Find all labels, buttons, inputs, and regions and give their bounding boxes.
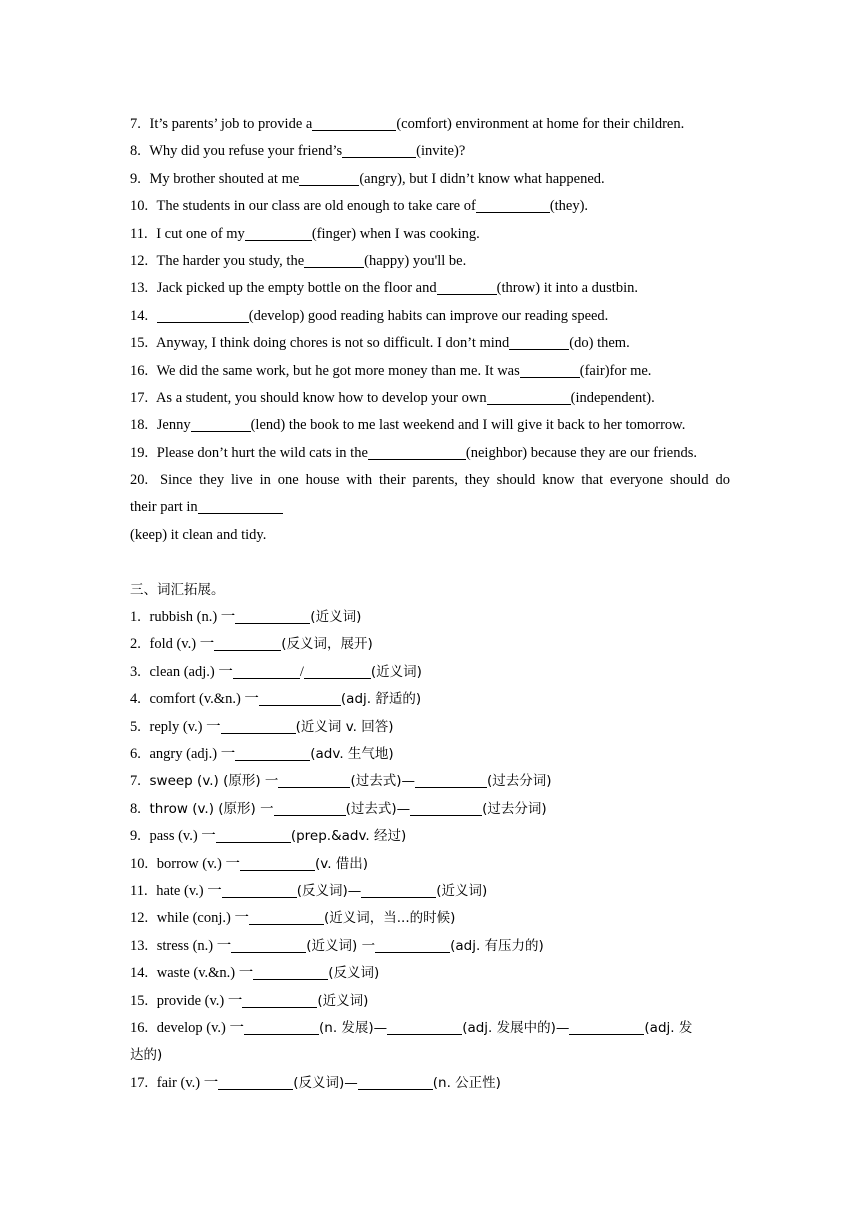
item-number: 14.	[130, 965, 149, 982]
question-text: It’s parents’ job to provide a	[149, 116, 313, 132]
answer-blank[interactable]	[157, 307, 249, 323]
answer-blank[interactable]	[342, 142, 416, 158]
vocab-hint: (近义词，当...的时候)	[323, 910, 456, 927]
question-text: Jack picked up the empty bottle on the floor and	[156, 280, 437, 297]
answer-blank[interactable]	[304, 252, 364, 268]
question-hint: (comfort) environment at home for their children.	[396, 116, 685, 132]
vocab-hint: (n. 公正性)	[432, 1074, 501, 1091]
question-hint: (do) them.	[569, 335, 630, 352]
question-number: 15.	[130, 335, 149, 352]
vocab-word: stress (n.) 一	[156, 937, 232, 954]
question-number: 12.	[130, 252, 149, 269]
vocab-word: hate (v.) 一	[156, 882, 222, 899]
vocab-item-10	[130, 851, 730, 878]
question-hint: (happy) you'll be.	[364, 252, 467, 269]
question-number: 19.	[130, 444, 149, 461]
item-number: 5.	[130, 718, 141, 735]
question-text: Please don’t hurt the wild cats in the	[156, 444, 368, 461]
question-hint: (throw) it into a dustbin.	[496, 280, 638, 297]
vocab-item-11	[130, 878, 730, 905]
answer-blank[interactable]	[253, 964, 328, 980]
vocab-hint: (近义词 v. 回答)	[295, 718, 394, 735]
vocab-hint: (adj. 有压力的)	[450, 937, 544, 954]
question-10	[130, 193, 730, 220]
vocab-hint: (n. 发展)—	[319, 1019, 388, 1036]
item-number: 16.	[130, 1019, 149, 1036]
item-number: 8.	[130, 800, 141, 817]
item-number: 10.	[130, 855, 149, 872]
answer-blank[interactable]	[387, 1019, 462, 1035]
answer-blank[interactable]	[249, 909, 324, 925]
question-text: Anyway, I think doing chores is not so difficult. I don’t mind	[155, 335, 510, 352]
item-number: 13.	[130, 937, 149, 954]
vocab-word: angry (adj.) 一	[149, 745, 236, 762]
question-text: I cut one of my	[156, 225, 245, 242]
vocab-hint: (过去分词)	[486, 773, 552, 790]
item-number: 3.	[130, 663, 141, 680]
answer-blank[interactable]	[299, 170, 359, 186]
answer-blank[interactable]	[198, 498, 283, 514]
vocab-word: sweep (v.) (原形) 一	[149, 773, 279, 790]
answer-blank[interactable]	[358, 1074, 433, 1090]
answer-blank[interactable]	[222, 882, 297, 898]
question-20	[130, 467, 730, 494]
vocab-hint: (近义词)	[317, 992, 369, 1009]
question-14	[130, 303, 730, 330]
answer-blank[interactable]	[233, 663, 300, 679]
section-title	[130, 577, 730, 604]
vocab-hint: (反义词)—	[296, 882, 362, 899]
vocab-item-1	[130, 604, 730, 631]
vocab-item-9	[130, 823, 730, 850]
question-text: Why did you refuse your friend’s	[149, 143, 343, 160]
question-number: 14.	[130, 307, 149, 324]
question-hint: (neighbor) because they are our friends.	[465, 444, 697, 461]
answer-blank[interactable]	[240, 855, 315, 871]
answer-blank[interactable]	[368, 444, 466, 460]
answer-blank[interactable]	[278, 772, 350, 788]
vocab-item-4	[130, 686, 730, 713]
vocab-hint: (近义词) 一	[306, 937, 376, 954]
vocab-word: comfort (v.&n.) 一	[149, 691, 259, 708]
question-number: 11.	[130, 225, 148, 242]
vocab-item-2	[130, 631, 730, 658]
vocab-item-17	[130, 1070, 730, 1097]
vocab-hint: (prep.&adv. 经过)	[290, 828, 407, 845]
vocab-item-8	[130, 796, 730, 823]
vocab-hint: (近义词)	[436, 882, 488, 899]
vocab-item-13	[130, 933, 730, 960]
worksheet-content	[130, 111, 730, 1097]
vocab-hint: (过去分词)	[482, 800, 547, 817]
vocab-hint: (近义词)	[310, 609, 362, 626]
separator: /	[299, 663, 304, 680]
vocab-word: fair (v.) 一	[156, 1074, 219, 1091]
answer-blank[interactable]	[520, 362, 580, 378]
vocab-word: while (conj.) 一	[156, 910, 249, 927]
vocab-item-15	[130, 988, 730, 1015]
question-16	[130, 358, 730, 385]
question-13	[130, 275, 730, 302]
vocab-item-6	[130, 741, 730, 768]
answer-blank[interactable]	[304, 663, 371, 679]
question-hint: (develop) good reading habits can improve our reading speed.	[248, 307, 609, 324]
item-number: 6.	[130, 745, 141, 762]
question-number: 16.	[130, 362, 149, 379]
question-text: My brother shouted at me	[149, 170, 300, 187]
question-hint: (invite)?	[416, 143, 466, 160]
question-number: 18.	[130, 417, 149, 434]
question-hint: (lend) the book to me last weekend and I will give it back to her tomorrow.	[250, 417, 686, 434]
item-number: 17.	[130, 1074, 149, 1091]
vocab-hint: (过去式)—	[345, 800, 411, 817]
vocab-item-7	[130, 768, 730, 795]
question-19	[130, 440, 730, 467]
vocab-item-16	[130, 1015, 730, 1042]
question-text: Since they live in one house with their parents, they should know that everyone should do	[160, 472, 731, 489]
answer-blank[interactable]	[569, 1019, 644, 1035]
section-heading: 三、词汇拓展。	[130, 581, 225, 598]
question-number: 7.	[130, 116, 141, 132]
answer-blank[interactable]	[415, 772, 487, 788]
vocab-hint: (adv. 生气地)	[310, 745, 394, 762]
question-12	[130, 248, 730, 275]
item-number: 11.	[130, 882, 148, 899]
question-7	[130, 111, 730, 138]
vocab-word: provide (v.) 一	[156, 992, 243, 1009]
vocab-item-5	[130, 714, 730, 741]
answer-blank[interactable]	[361, 882, 436, 898]
answer-blank[interactable]	[375, 937, 450, 953]
vocab-word: throw (v.) (原形) 一	[149, 800, 274, 817]
answer-blank[interactable]	[274, 800, 346, 816]
vocab-hint: (adj. 发展中的)—	[462, 1019, 570, 1036]
question-number: 17.	[130, 389, 149, 406]
question-number: 8.	[130, 143, 141, 160]
question-hint: (they).	[549, 198, 589, 215]
vocab-word: rubbish (n.) 一	[149, 609, 236, 626]
vocab-word: clean (adj.) 一	[149, 663, 233, 680]
answer-blank[interactable]	[231, 937, 306, 953]
vocab-hint: (近义词)	[370, 663, 422, 680]
answer-blank[interactable]	[216, 827, 291, 843]
answer-blank[interactable]	[218, 1074, 293, 1090]
vocab-item-12	[130, 905, 730, 932]
vocab-item-16-cont	[130, 1042, 730, 1069]
vocab-word: reply (v.) 一	[149, 718, 221, 735]
question-9	[130, 166, 730, 193]
vocab-word: pass (v.) 一	[149, 828, 216, 845]
vocab-hint: (过去式)—	[350, 773, 415, 790]
question-hint: (keep) it clean and tidy.	[130, 526, 267, 543]
answer-blank[interactable]	[242, 992, 317, 1008]
question-text: their part in	[130, 499, 198, 516]
question-number: 20.	[130, 472, 149, 489]
vocab-hint: 达的)	[130, 1047, 163, 1064]
answer-blank[interactable]	[191, 416, 251, 432]
question-text: We did the same work, but he got more money than me. It was	[156, 362, 520, 379]
vocab-word: fold (v.) 一	[149, 636, 215, 653]
answer-blank[interactable]	[245, 225, 312, 241]
question-text: The harder you study, the	[156, 252, 305, 269]
item-number: 12.	[130, 910, 149, 927]
question-15	[130, 330, 730, 357]
vocab-item-14	[130, 960, 730, 987]
answer-blank[interactable]	[259, 690, 341, 706]
question-20-hint-line	[130, 522, 730, 549]
answer-blank[interactable]	[437, 279, 497, 295]
question-text: Jenny	[156, 417, 191, 434]
answer-blank[interactable]	[509, 334, 569, 350]
item-number: 7.	[130, 773, 141, 790]
vocab-hint: (反义词，展开)	[281, 636, 373, 653]
vocab-item-3	[130, 659, 730, 686]
item-number: 4.	[130, 691, 141, 708]
question-number: 13.	[130, 280, 149, 297]
answer-blank[interactable]	[244, 1019, 319, 1035]
item-number: 2.	[130, 636, 141, 653]
answer-blank[interactable]	[221, 718, 296, 734]
question-hint: (fair)for me.	[579, 362, 652, 379]
question-hint: (independent).	[570, 389, 655, 406]
vocab-word: borrow (v.) 一	[156, 855, 240, 872]
spacer	[130, 549, 730, 576]
question-text: As a student, you should know how to develop your own	[155, 389, 487, 406]
answer-blank[interactable]	[235, 608, 310, 624]
question-17	[130, 385, 730, 412]
question-11	[130, 221, 730, 248]
question-number: 10.	[130, 198, 149, 215]
vocab-hint: (反义词)	[328, 965, 380, 982]
question-hint: (finger) when I was cooking.	[311, 225, 480, 242]
vocab-word: develop (v.) 一	[156, 1019, 244, 1036]
question-hint: (angry), but I didn’t know what happened.	[359, 170, 605, 187]
vocab-hint: (反义词)—	[293, 1074, 358, 1091]
vocab-hint: (adj. 发	[644, 1019, 693, 1036]
answer-blank[interactable]	[312, 115, 396, 131]
vocab-word: waste (v.&n.) 一	[156, 965, 254, 982]
answer-blank[interactable]	[235, 745, 310, 761]
question-18	[130, 412, 730, 439]
answer-blank[interactable]	[214, 635, 281, 651]
item-number: 15.	[130, 992, 149, 1009]
question-number: 9.	[130, 170, 141, 187]
item-number: 9.	[130, 828, 141, 845]
answer-blank[interactable]	[410, 800, 482, 816]
answer-blank[interactable]	[487, 389, 571, 405]
vocab-hint: (v. 借出)	[314, 855, 369, 872]
item-number: 1.	[130, 609, 141, 626]
question-8	[130, 138, 730, 165]
answer-blank[interactable]	[476, 197, 550, 213]
question-text: The students in our class are old enough to take care of	[156, 198, 476, 215]
vocab-hint: (adj. 舒适的)	[340, 691, 422, 708]
question-20-cont	[130, 494, 730, 521]
